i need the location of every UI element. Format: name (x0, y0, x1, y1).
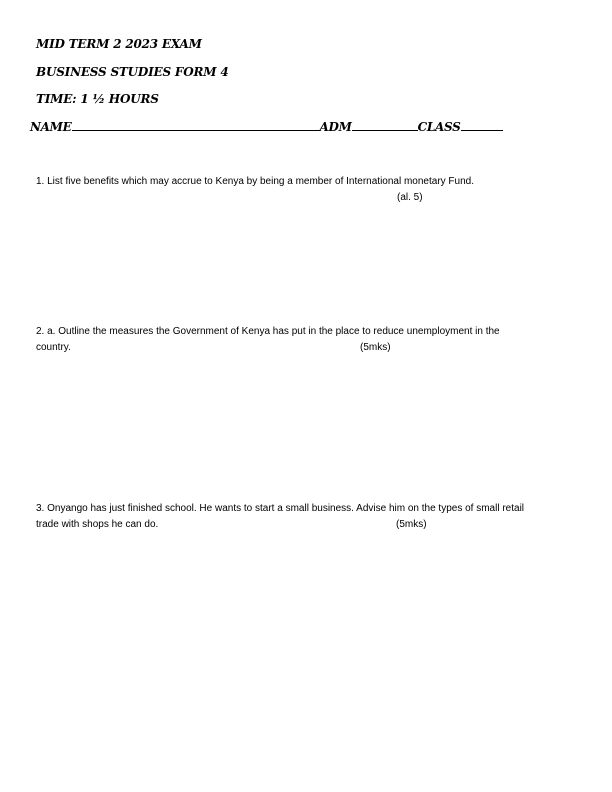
question-3-marks: (5mks) (396, 519, 427, 530)
question-1-marks: (al. 5) (397, 192, 423, 203)
question-3-text-line-1: 3. Onyango has just finished school. He wants to start a small business. Advise him on the types of small retail (36, 503, 525, 514)
adm-blank[interactable] (352, 119, 418, 131)
question-1 (36, 174, 576, 203)
class-blank[interactable] (461, 119, 503, 131)
exam-time: TIME: 1 ½ HOURS (36, 92, 159, 106)
adm-label: ADM (319, 120, 352, 134)
question-2-marks: (5mks) (360, 342, 391, 353)
question-2 (36, 324, 576, 356)
question-3-text-line-2: trade with shops he can do. (36, 519, 159, 530)
name-blank[interactable] (72, 119, 320, 131)
question-2-text-line-1: 2. a. Outline the measures the Government of Kenya has put in the place to reduce unemployment in the (36, 326, 500, 337)
question-3 (36, 501, 576, 533)
student-details-line (30, 119, 500, 134)
question-1-text: 1. List five benefits which may accrue to Kenya by being a member of International monetary Fund. (36, 176, 475, 187)
name-label: NAME (30, 120, 72, 134)
exam-title: MID TERM 2 2023 EXAM (36, 37, 202, 51)
question-2-text-line-2: country. (36, 342, 71, 353)
class-label: CLASS (417, 120, 461, 134)
subject-title: BUSINESS STUDIES FORM 4 (36, 65, 229, 79)
